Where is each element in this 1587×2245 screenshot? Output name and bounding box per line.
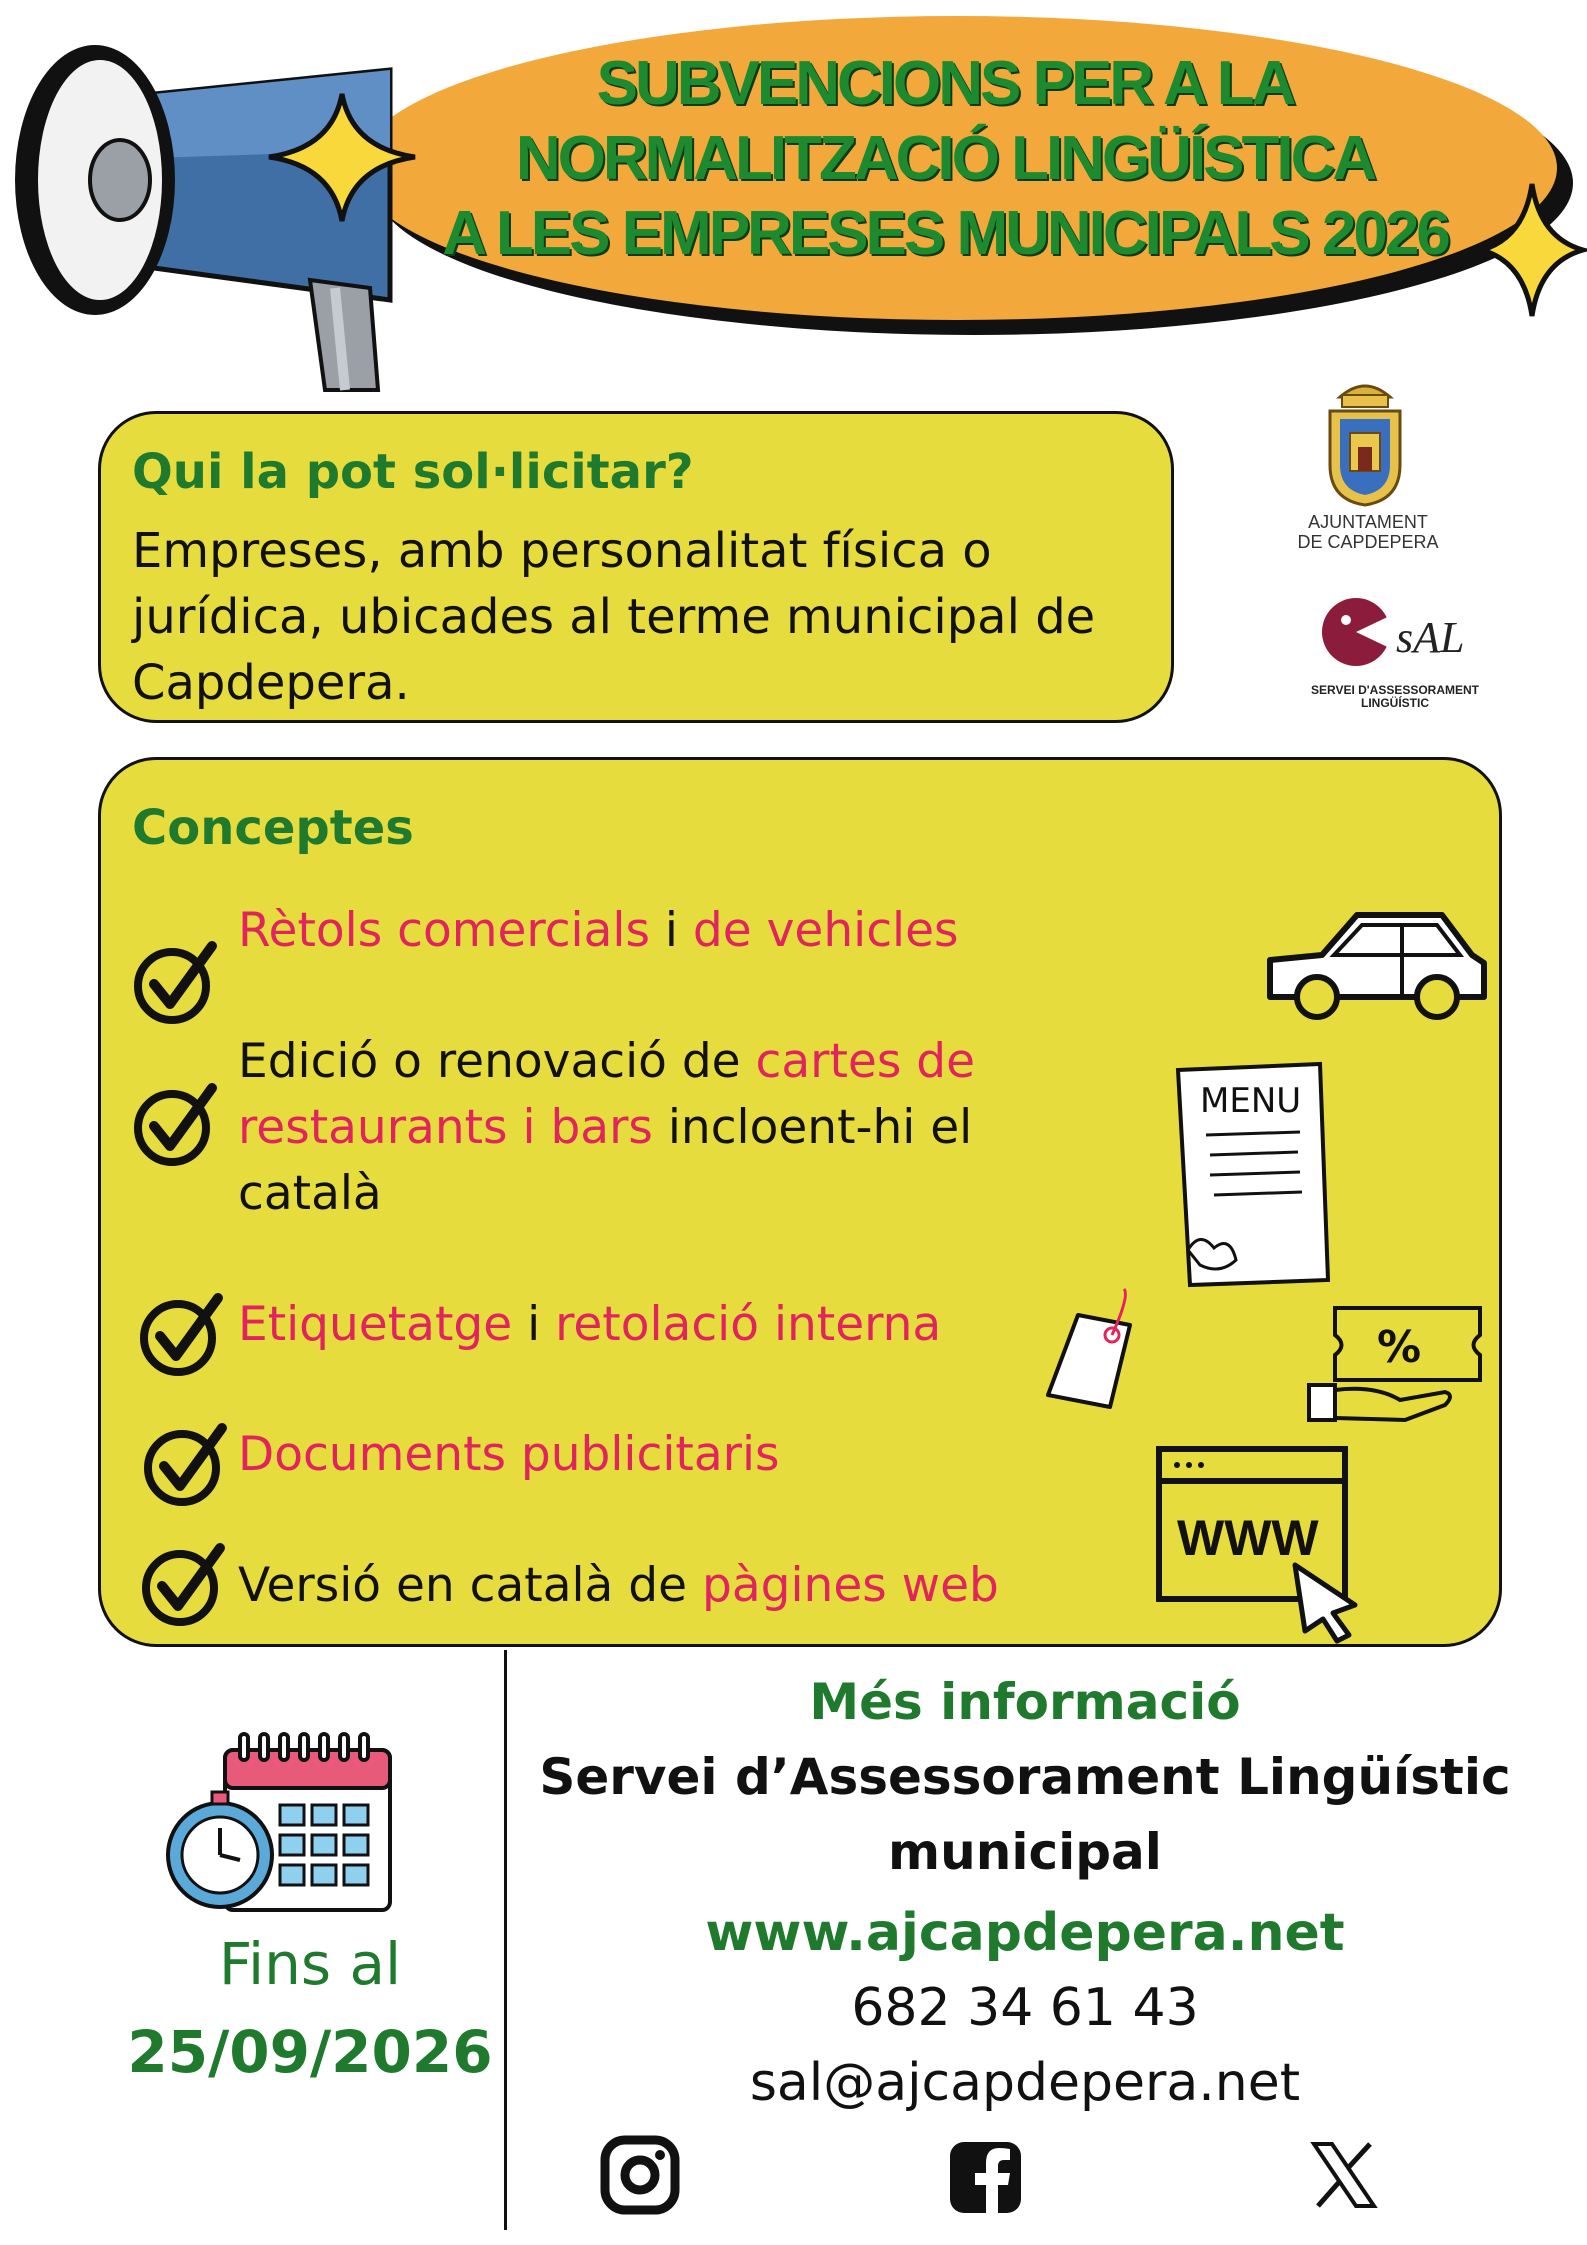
more-info-heading: Més informació [809,1673,1241,1731]
svg-text:sAL: sAL [1396,613,1465,662]
eligibility-question: Qui la pot sol·licitar? [132,444,694,500]
checkmark-icon [138,1290,226,1378]
concept-menus: Edició o renovació de cartes de restaurants i bars incloent-hi el català [238,1034,976,1221]
eligibility-answer: Empreses, amb personalitat física o jurídica, ubicades al terme municipal de Capdepera. [132,523,1096,711]
checkmark-icon [132,1080,220,1168]
concept-signs: Rètols comercials i de vehicles [238,903,959,958]
instagram-icon[interactable] [600,2135,680,2215]
title-line: A LES EMPRESES MUNICIPALS 2026 [442,199,1448,268]
service-name-line2: municipal [888,1823,1162,1881]
footer-divider [504,1650,507,2230]
title-line: NORMALITZACIÓ LINGÜÍSTICA [515,124,1375,193]
website-icon [1155,1445,1365,1645]
car-icon [1262,905,1492,1020]
page-title [380,46,1510,271]
phone-number[interactable]: 682 34 61 43 [851,1978,1199,2038]
sal-logo [1318,590,1478,680]
checkmark-icon [132,938,220,1026]
deadline-date: 25/09/2026 [127,2018,493,2086]
facebook-icon[interactable] [948,2140,1023,2215]
deadline-prefix: Fins al [218,1930,402,1998]
concept-advertising: Documents publicitaris [238,1427,780,1482]
ajuntament-logo-text: AJUNTAMENT DE CAPDEPERA [1297,512,1439,552]
svg-text:%: % [1377,1322,1422,1373]
svg-text:MENU: MENU [1200,1081,1302,1121]
menu-icon [1170,1060,1340,1290]
email-link[interactable]: sal@ajcapdepera.net [749,2053,1301,2113]
checkmark-icon [140,1540,228,1628]
website-link[interactable]: www.ajcapdepera.net [705,1903,1345,1963]
concept-labelling: Etiquetatge i retolació interna [238,1297,942,1352]
calendar-clock-icon [160,1730,400,1920]
sal-logo-text: SERVEI D'ASSESSORAMENT LINGÜÍSTIC [1311,683,1479,710]
title-line: SUBVENCIONS PER A LA [596,49,1294,118]
svg-text:WWW: WWW [1177,1510,1319,1566]
coat-of-arms-logo [1320,375,1410,510]
price-tag-icon [1040,1285,1145,1415]
x-icon[interactable] [1310,2140,1378,2210]
service-name: Servei d’Assessorament Lingüístic [539,1748,1511,1806]
concept-web: Versió en català de pàgines web [238,1558,999,1613]
discount-ticket-icon [1305,1300,1490,1435]
checkmark-icon [142,1420,230,1508]
concepts-title: Conceptes [132,800,414,856]
